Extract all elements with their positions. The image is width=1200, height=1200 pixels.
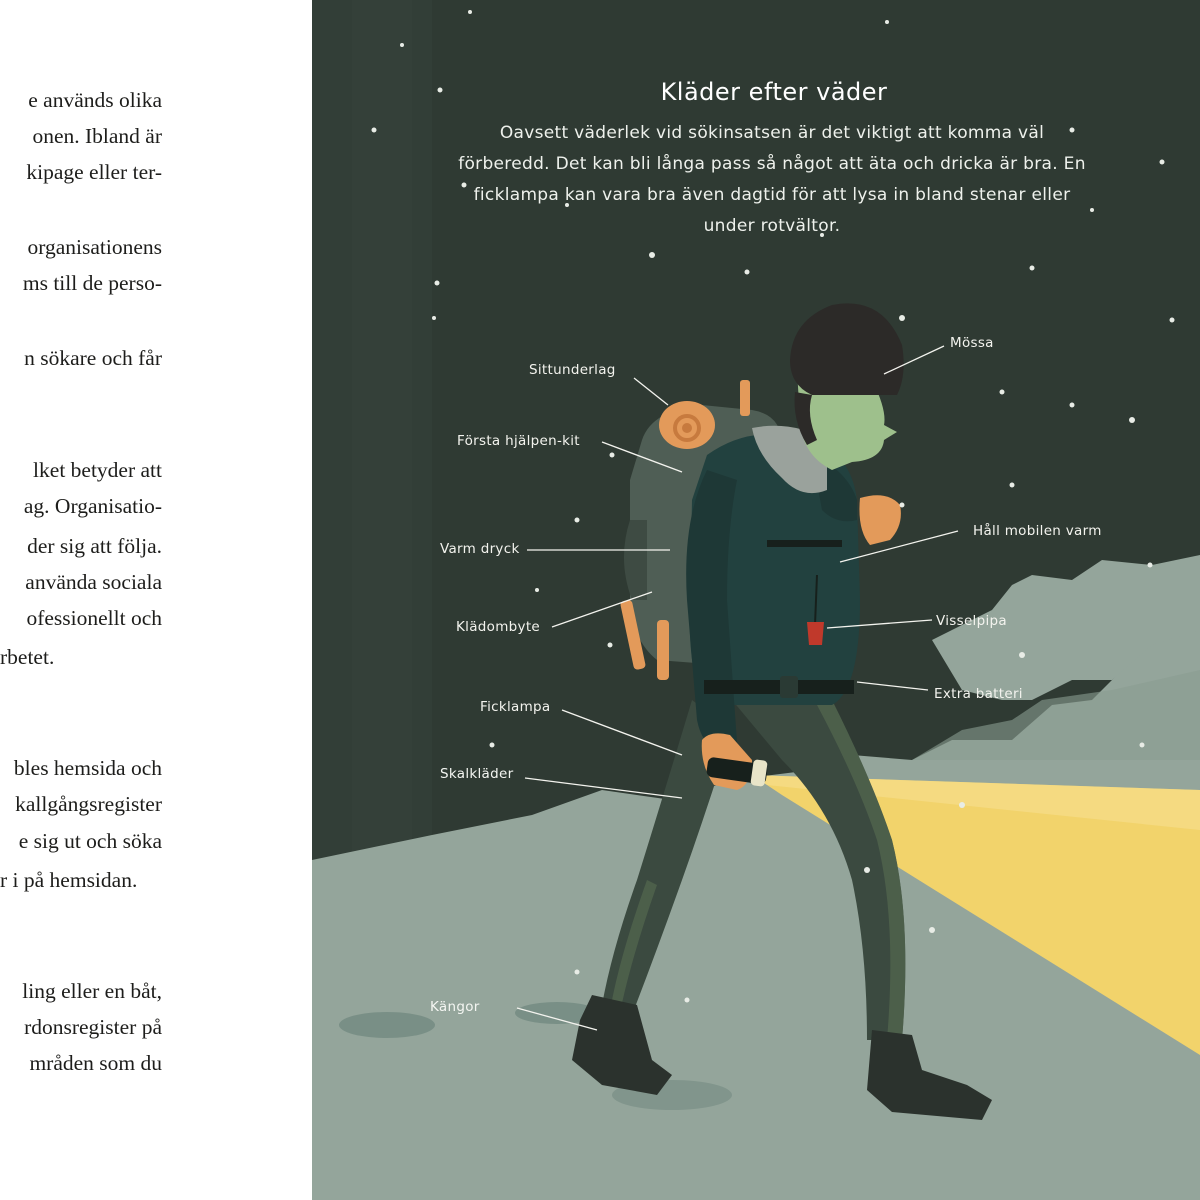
label-forsta-hjalpen: Första hjälpen-kit [457, 433, 580, 449]
label-kladombyte: Klädombyte [456, 619, 541, 635]
label-hall-mobilen: Håll mobilen varm [973, 523, 1102, 539]
illustration-title: Kläder efter väder [660, 78, 888, 106]
text-line: använda sociala [25, 570, 162, 594]
text-line: ling eller en båt, [22, 979, 162, 1003]
text-line: rdonsregister på [24, 1015, 162, 1039]
text-line: lket betyder att [33, 458, 162, 482]
text-line: kallgångsregister [15, 792, 162, 816]
label-kangor: Kängor [430, 999, 480, 1015]
illustration-page [312, 0, 1200, 1200]
text-line: rbetet. [0, 645, 55, 669]
text-line: der sig att följa. [27, 534, 162, 558]
text-line: mråden som du [29, 1051, 162, 1075]
text-line: ofessionellt och [26, 606, 162, 630]
label-ficklampa: Ficklampa [480, 699, 551, 715]
whistle [807, 622, 824, 645]
text-line: bles hemsida och [13, 756, 162, 780]
label-sittunderlag: Sittunderlag [529, 362, 616, 378]
label-extra-batteri: Extra batteri [934, 686, 1023, 702]
left-text-page [0, 0, 312, 1200]
text-line: e sig ut och söka [18, 829, 162, 853]
text-line: ms till de perso- [22, 271, 162, 295]
label-skalklader: Skalkläder [440, 766, 514, 782]
text-line: r i på hemsidan. [0, 868, 138, 892]
text-line: ag. Organisatio- [23, 494, 162, 518]
label-visselpipa: Visselpipa [936, 613, 1007, 629]
label-mossa: Mössa [950, 335, 994, 351]
text-line: kipage eller ter- [26, 160, 162, 184]
text-line: organisationens [27, 235, 162, 259]
text-line: e används olika [28, 88, 162, 112]
hip-belt [704, 680, 854, 694]
text-line: n sökare och får [24, 346, 162, 370]
footprint [339, 1012, 435, 1038]
text-line: onen. Ibland är [32, 124, 162, 148]
label-varm-dryck: Varm dryck [440, 541, 520, 557]
illustration-intro: Oavsett väderlek vid sökinsatsen är det viktigt att komma väl förberedd. Det kan bli långa pass så något att äta och dricka är bra. En ficklampa kan vara bra även dagtid för att lysa in bland stenar eller under rotvältor. [458, 123, 1086, 236]
